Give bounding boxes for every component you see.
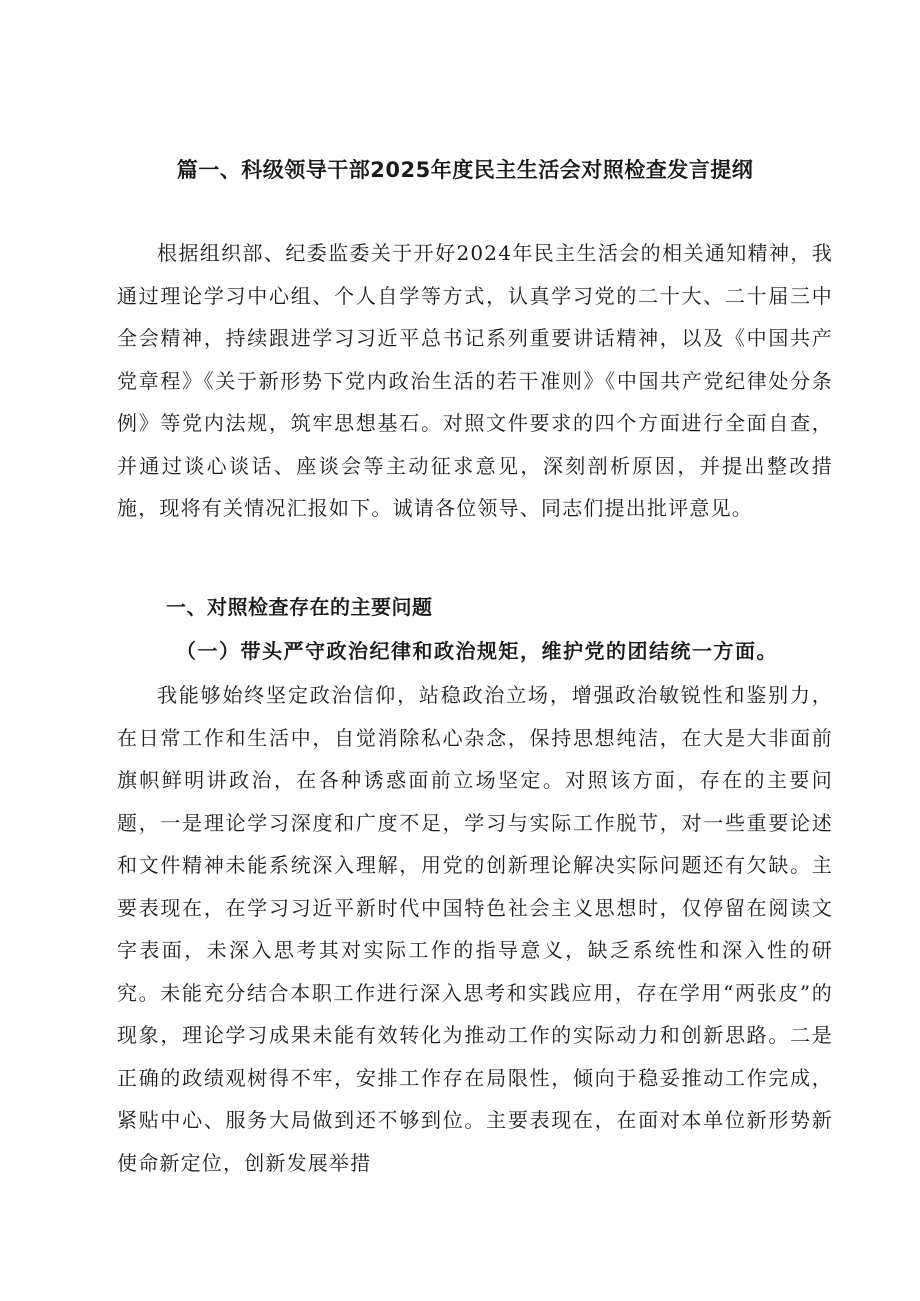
document-title: 篇一、科级领导干部2025年度民主生活会对照检查发言提纲 [176, 158, 754, 182]
intro-paragraph: 根据组织部、纪委监委关于开好2024年民主生活会的相关通知精神，我通过理论学习中心组、个人自学等方式，认真学习党的二十大、二十届三中全会精神，持续跟进学习习近平总书记系列重要讲话精神，以及《中国共产党章程》《关于新形势下党内政治生活的若干准则》《中国共产党纪律处分条例》等党内法规，筑牢思想基石。对照文件要求的四个方面进行全面自查，并通过谈心谈话、座谈会等主动征求意见，深刻剖析原因，并提出整改措施，现将有关情况汇报如下。诚请各位领导、同志们提出批评意见。 [117, 241, 833, 520]
section-heading-1: 一、对照检查存在的主要问题 [166, 595, 433, 619]
subsection-heading-1: （一）带头严守政治纪律和政治规矩，维护党的团结统一方面。 [176, 639, 778, 663]
body-paragraph-1: 我能够始终坚定政治信仰，站稳政治立场，增强政治敏锐性和鉴别力，在日常工作和生活中，自觉消除私心杂念，保持思想纯洁，在大是大非面前旗帜鲜明讲政治，在各种诱惑面前立场坚定。对照该方面，存在的主要问题，一是理论学习深度和广度不足，学习与实际工作脱节，对一些重要论述和文件精神未能系统深入理解，用党的创新理论解决实际问题还有欠缺。主要表现在，在学习习近平新时代中国特色社会主义思想时，仅停留在阅读文字表面，未深入思考其对实际工作的指导意义，缺乏系统性和深入性的研究。未能充分结合本职工作进行深入思考和实践应用，存在学用“两张皮”的现象，理论学习成果未能有效转化为推动工作的实际动力和创新思路。二是正确的政绩观树得不牢，安排工作存在局限性，倾向于稳妥推动工作完成，紧贴中心、服务大局做到还不够到位。主要表现在，在面对本单位新形势新使命新定位，创新发展举措 [117, 683, 833, 1175]
